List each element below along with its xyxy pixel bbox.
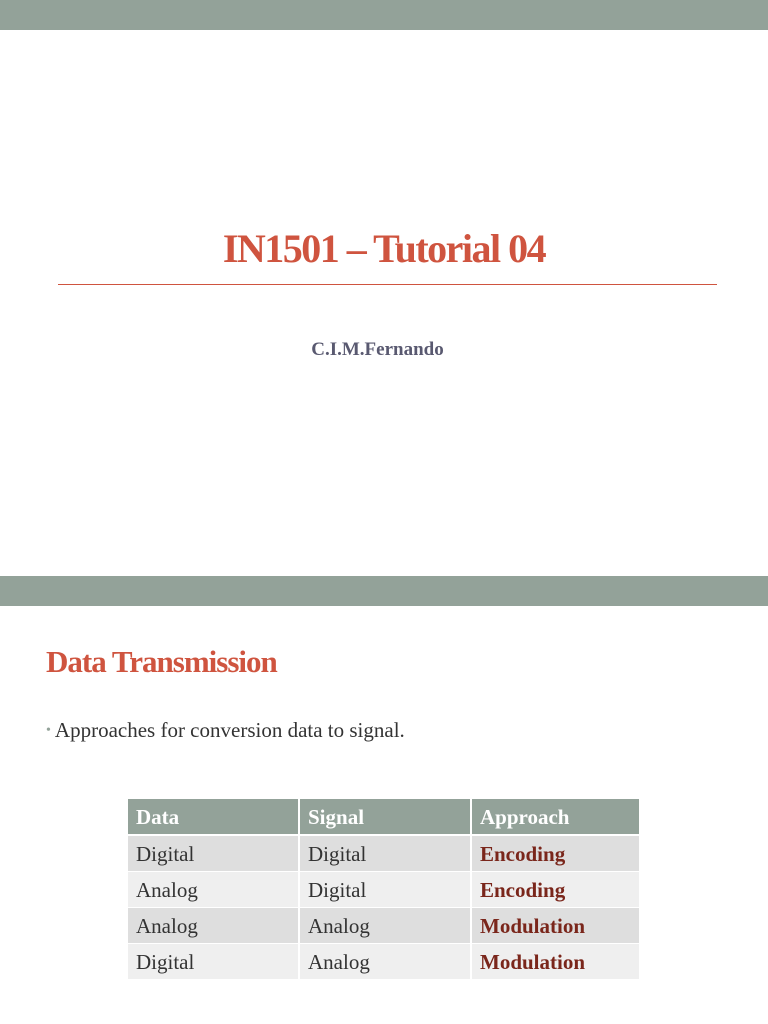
cell-signal: Digital (299, 872, 471, 908)
bullet-dot-icon: • (46, 723, 51, 738)
cell-approach: Modulation (471, 944, 639, 980)
table-row (128, 908, 639, 944)
bullet-text: Approaches for conversion data to signal. (54, 718, 405, 742)
table-row (128, 944, 639, 980)
conversion-table (128, 799, 639, 980)
cell-data: Digital (128, 835, 299, 872)
header-approach: Approach (471, 799, 639, 835)
slide-divider-band (0, 576, 768, 606)
cell-signal: Analog (299, 944, 471, 980)
cell-signal: Analog (299, 908, 471, 944)
author-name: C.I.M.Fernando (311, 339, 444, 360)
table-row (128, 835, 639, 872)
cell-approach: Modulation (471, 908, 639, 944)
cell-data: Analog (128, 872, 299, 908)
cell-data: Digital (128, 944, 299, 980)
header-data: Data (128, 799, 299, 835)
table-header-row (128, 799, 639, 835)
bullet-item (46, 716, 405, 745)
header-signal: Signal (299, 799, 471, 835)
cell-approach: Encoding (471, 872, 639, 908)
cell-data: Analog (128, 908, 299, 944)
section-heading: Data Transmission (46, 644, 277, 679)
top-accent-band (0, 0, 768, 30)
slide-title: IN1501 – Tutorial 04 (222, 226, 546, 271)
cell-approach: Encoding (471, 835, 639, 872)
table-row (128, 872, 639, 908)
title-underline-rule (58, 284, 717, 285)
cell-signal: Digital (299, 835, 471, 872)
